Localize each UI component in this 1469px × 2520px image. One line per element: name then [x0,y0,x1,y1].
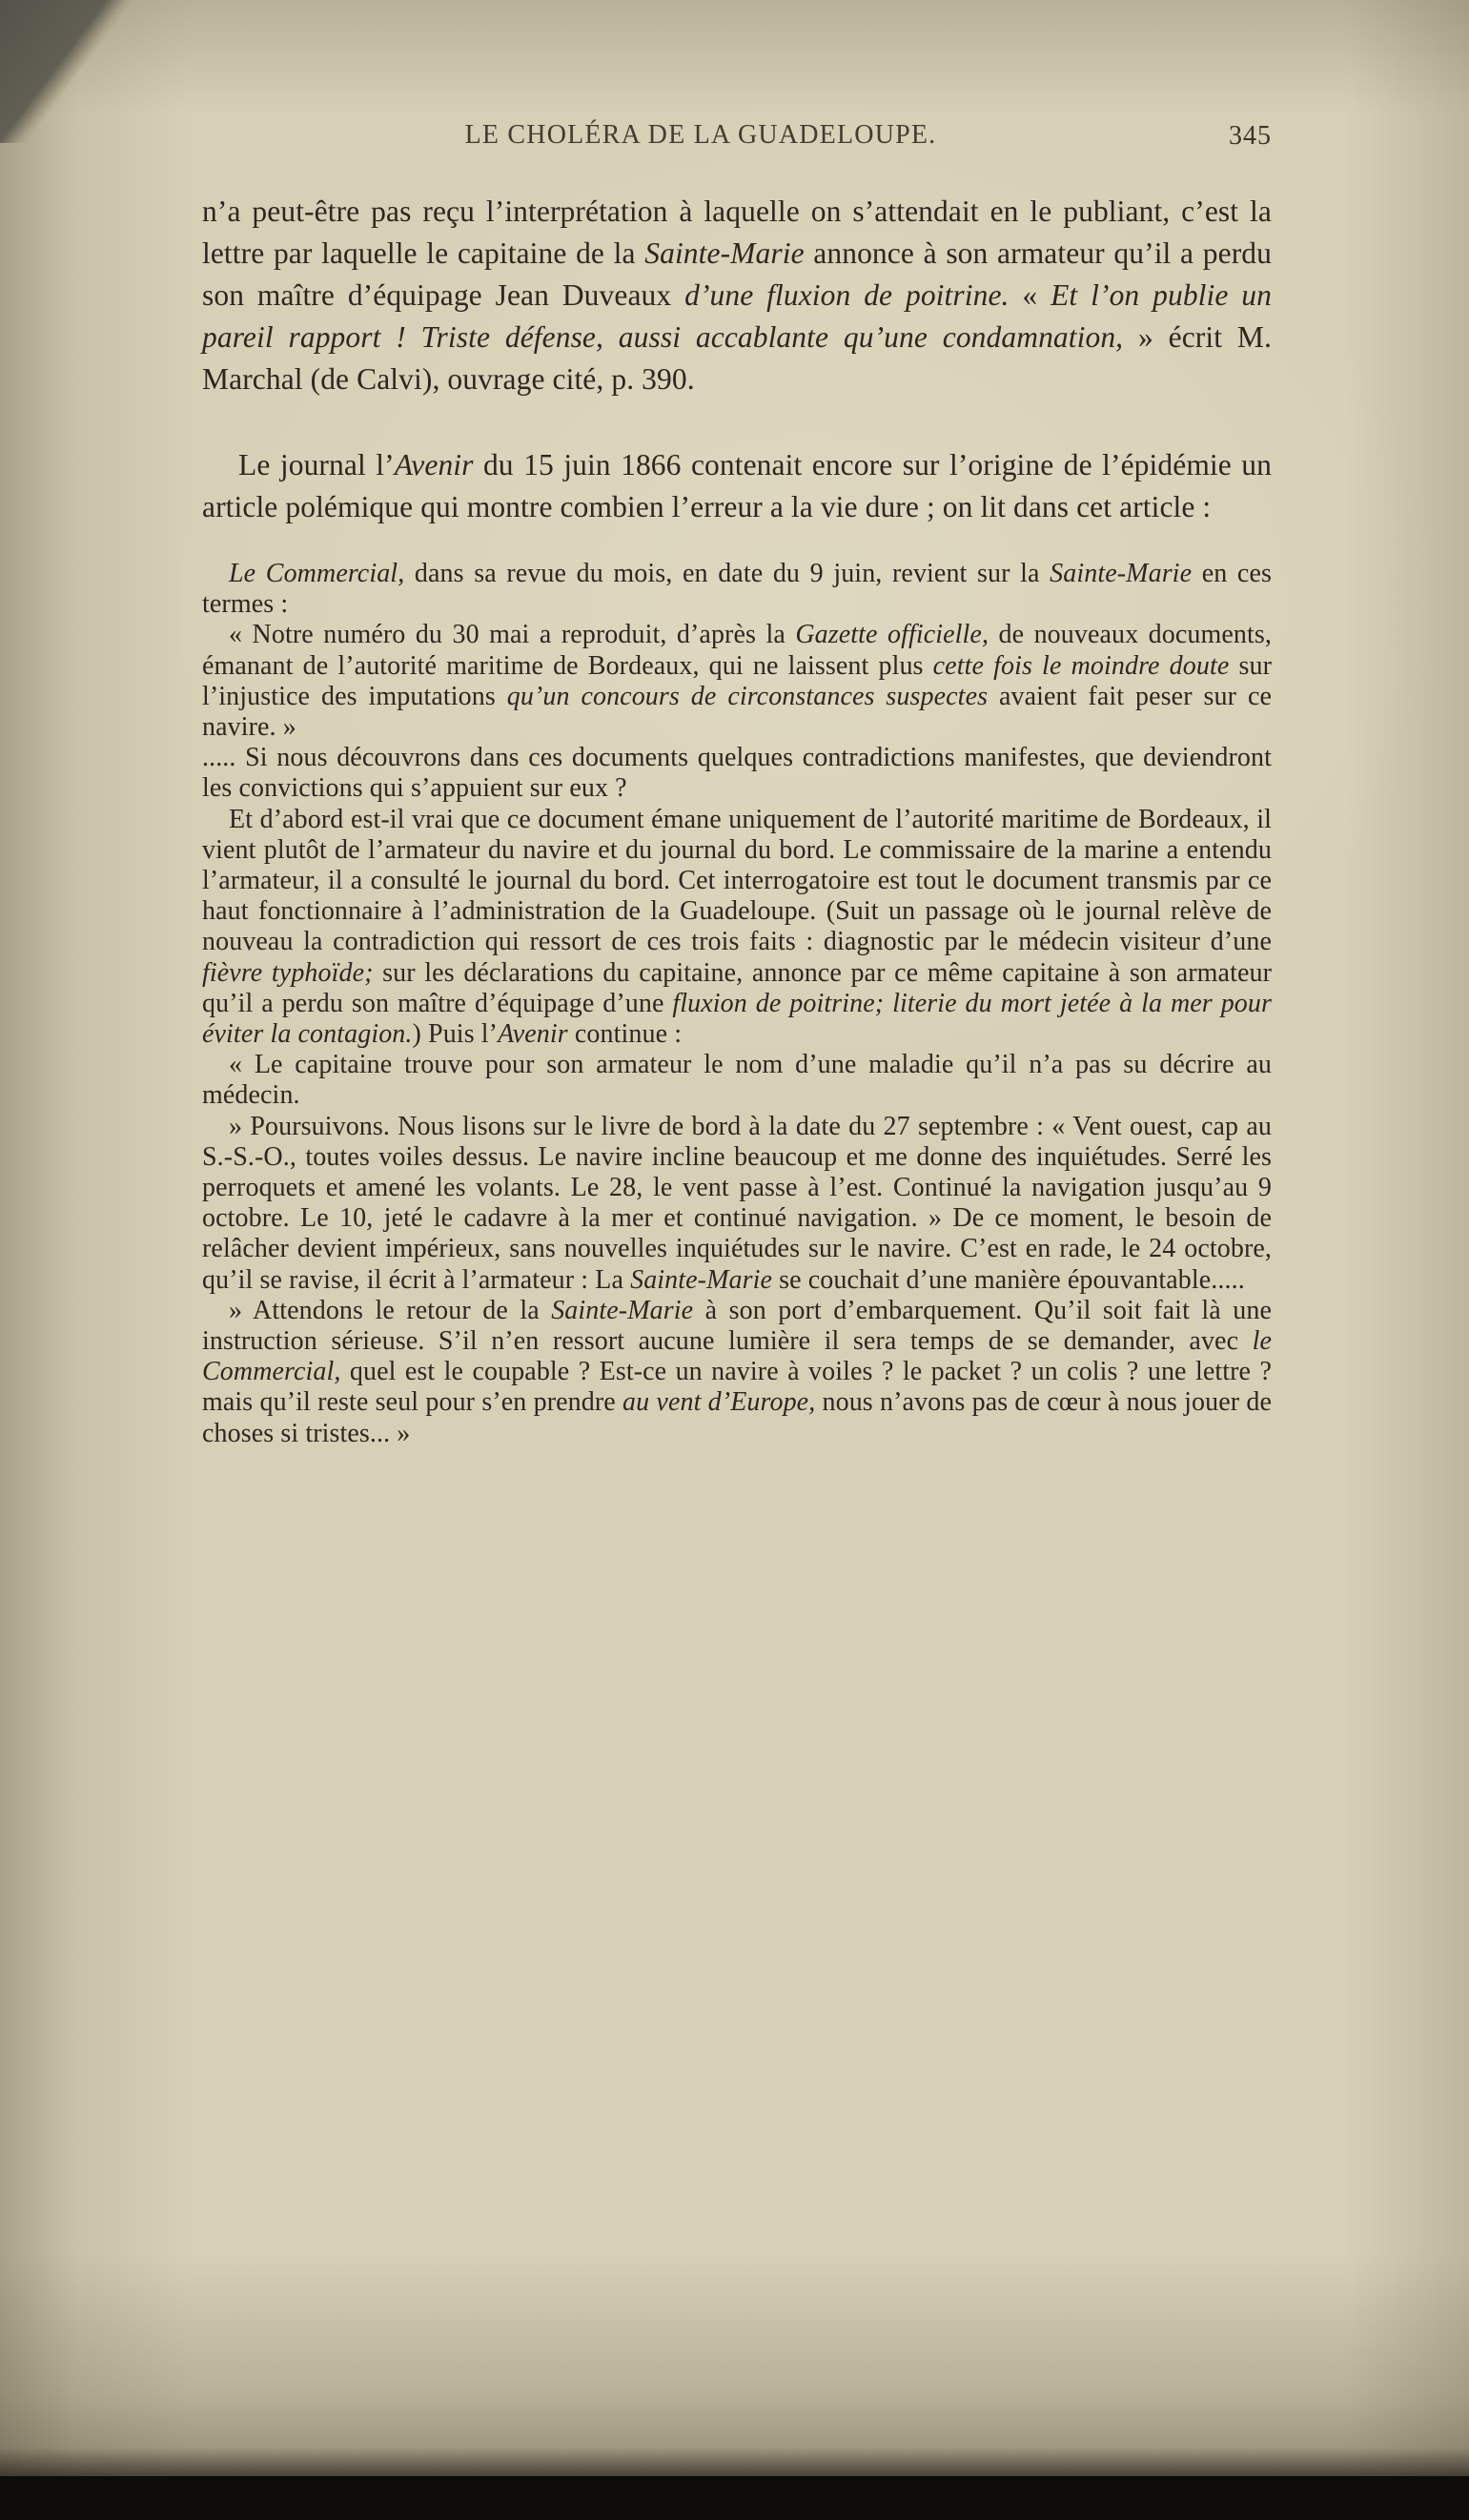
italic-run: Sainte-Marie [644,236,805,270]
text-run: du 15 juin 1866 contenait encore sur l’origine de l’épidémie un article polémique qui montre combien l’erreur a la vie dure ; on lit dans cet article : [202,448,1272,523]
italic-run: d’une fluxion de poitrine. [684,278,1010,312]
italic-run: Sainte-Marie [1050,559,1193,588]
italic-run: Sainte-Marie [551,1295,694,1325]
text-run: annonce à son armateur qu’il a perdu son maître d’équipage Jean Duveaux [202,236,1272,312]
paragraph [202,191,1272,400]
italic-run: Avenir [498,1019,568,1050]
italic-run: fluxion de poitrine; literie du mort jetée à la mer pour éviter la contagion. [202,988,1272,1050]
text-run: sur les déclarations du capitaine, annonce par ce même capitaine à son armateur qu’il a perdu son maître d’équipage d’une [202,957,1273,1018]
text-run: ) Puis l’ [412,1019,499,1050]
text-run: Le journal l’ [238,448,395,481]
page-header [202,120,1272,153]
italic-run: le Commercial, [202,1326,1272,1387]
italic-run: Gazette officielle, [795,620,990,650]
quote-paragraph [202,805,1272,1051]
italic-run: Le Commercial, [229,559,405,588]
quote-paragraph [202,1296,1272,1449]
running-title: LE CHOLÉRA DE LA GUADELOUPE. [464,120,937,150]
italic-run: Et l’on publie un pareil rapport ! Triste défense, aussi accablante qu’une condamnation, [202,278,1272,354]
text-run: en ces termes : [202,559,1272,620]
text-run: sur l’injustice des imputations [202,650,1272,711]
text-run: « Le capitaine trouve pour son armateur le nom d’une maladie qu’il n’a pas su décrire au médecin. [202,1050,1272,1111]
italic-run: Sainte-Marie [630,1264,773,1295]
text-column [202,120,1272,1449]
page-body [202,191,1272,1449]
text-run: Et d’abord est-il vrai que ce document émane uniquement de l’autorité maritime de Bordeaux, il vient plutôt de l’armateur du navire et du journal du bord. Le commissaire de la marine a entendu l’armateur, il a consulté le journal du bord. Cet interrogatoire est tout le document transmis par ce haut fonctionnaire à l’administration de la Guadeloupe. (Suit un passage où le journal relève de nouveau la contradiction qui ressort de ces trois faits : diagnostic par le médecin visiteur d’une [202,804,1272,957]
text-run: » écrit M. Marchal (de Calvi), ouvrage cité, p. 390. [202,320,1272,396]
page-number: 345 [1229,121,1272,151]
text-run: se couchait d’une manière épouvantable..... [772,1264,1245,1295]
text-run: à son port d’embarquement. Qu’il soit fait là une instruction sérieuse. S’il n’en ressort aucune lumière il sera temps de se demander, avec [202,1295,1272,1357]
text-run: » Attendons le retour de la [229,1295,552,1325]
italic-run: qu’un concours de circonstances suspectes [506,681,989,711]
text-run: quel est le coupable ? Est-ce un navire à voiles ? le packet ? un colis ? une lettre ? mais qu’il reste seul pour s’en prendre [202,1357,1272,1418]
quote-paragraph [202,1050,1272,1111]
text-run: n’a peut-être pas reçu l’interprétation à laquelle on s’attendait en le publiant, c’est la lettre par laquelle le capitaine de la [202,195,1272,270]
text-run: continue : [567,1019,683,1050]
text-run: « [1009,278,1051,312]
photo-bottom-fade [0,2448,1469,2476]
quote-paragraph [202,743,1272,804]
text-run: de nouveaux documents, émanant de l’autorité maritime de Bordeaux, qui ne laissent plus [202,620,1272,681]
italic-run: fièvre typhoïde; [202,957,374,988]
text-run: avaient fait peser sur ce navire. » [202,681,1272,743]
photo-bottom-edge [0,2476,1469,2520]
text-run: nous n’avons pas de cœur à nous jouer de choses si tristes... » [202,1387,1272,1448]
page-corner-shadow [0,0,172,143]
quote-paragraph [202,559,1272,620]
text-run: « Notre numéro du 30 mai a reproduit, d’après la [229,620,796,650]
text-run: dans sa revue du mois, en date du 9 juin, revient sur la [404,559,1051,588]
paragraph [202,444,1272,528]
text-run: » Poursuivons. Nous lisons sur le livre de bord à la date du 27 septembre : « Vent ouest, cap au S.-S.-O., toutes voiles dessus. Le navire incline beaucoup et me donne des inquiétudes. Serré les perroquets et amené les volants. Le 28, le vent passe à l’est. Continué la navigation jusqu’au 9 octobre. Le 10, jeté le cadavre à la mer et continué navigation. » De ce moment, le besoin de relâcher devient impérieux, sans nouvelles inquiétudes sur le navire. C’est en rade, le 24 octobre, qu’il se ravise, il écrit à l’armateur : La [202,1111,1272,1295]
italic-run: Avenir [394,448,474,481]
text-run: ..... Si nous découvrons dans ces documents quelques contradictions manifestes, que deviendront les convictions qui s’appuient sur eux ? [202,743,1272,804]
italic-run: au vent d’Europe, [622,1387,816,1418]
italic-run: cette fois le moindre doute [932,650,1230,681]
quote-paragraph [202,1112,1272,1296]
quote-paragraph [202,620,1272,743]
